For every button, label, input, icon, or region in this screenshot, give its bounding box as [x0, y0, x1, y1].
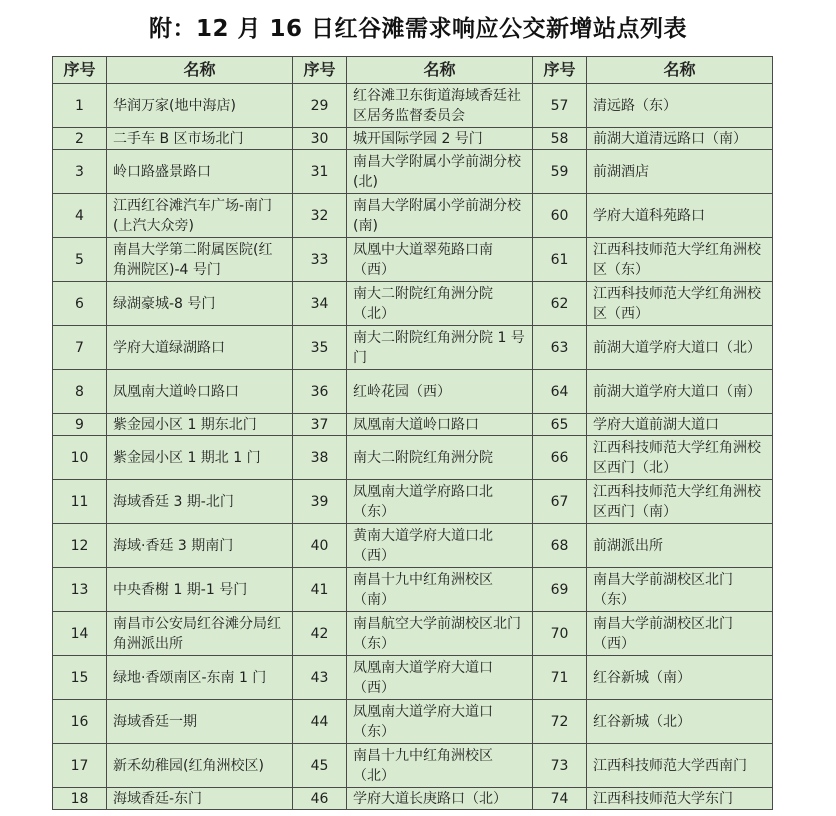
station-name: 岭口路盛景路口	[107, 150, 293, 194]
row-number: 33	[293, 238, 347, 282]
row-number: 5	[53, 238, 107, 282]
row-number: 58	[533, 128, 587, 150]
station-name: 学府大道长庚路口（北）	[347, 788, 533, 810]
row-number: 44	[293, 700, 347, 744]
station-name: 南大二附院红角洲分院（北）	[347, 282, 533, 326]
station-name: 中央香榭 1 期-1 号门	[107, 568, 293, 612]
station-name: 华润万家(地中海店)	[107, 84, 293, 128]
station-name: 红谷滩卫东街道海域香廷社区居务监督委员会	[347, 84, 533, 128]
station-name: 南昌大学第二附属医院(红角洲院区)-4 号门	[107, 238, 293, 282]
table-row	[53, 282, 773, 326]
row-number: 16	[53, 700, 107, 744]
page-title: 附：12 月 16 日红谷滩需求响应公交新增站点列表	[148, 15, 688, 42]
station-name: 海域香廷 3 期-北门	[107, 480, 293, 524]
row-number: 57	[533, 84, 587, 128]
row-number: 66	[533, 436, 587, 480]
station-name: 前湖大道学府大道口（南）	[587, 370, 773, 414]
header-row	[53, 57, 773, 84]
table-row	[53, 700, 773, 744]
station-name: 前湖酒店	[587, 150, 773, 194]
row-number: 61	[533, 238, 587, 282]
station-name: 江西科技师范大学红角洲校区西门（南）	[587, 480, 773, 524]
station-name: 前湖大道清远路口（南）	[587, 128, 773, 150]
station-name: 江西科技师范大学东门	[587, 788, 773, 810]
row-number: 70	[533, 612, 587, 656]
station-name: 凤凰南大道学府大道口（西）	[347, 656, 533, 700]
header-seq: 序号	[293, 57, 347, 84]
station-name: 前湖大道学府大道口（北）	[587, 326, 773, 370]
row-number: 39	[293, 480, 347, 524]
station-name: 二手车 B 区市场北门	[107, 128, 293, 150]
station-name: 清远路（东）	[587, 84, 773, 128]
station-name: 黄南大道学府大道口北（西）	[347, 524, 533, 568]
table-body	[53, 84, 773, 810]
row-number: 12	[53, 524, 107, 568]
row-number: 1	[53, 84, 107, 128]
station-name: 学府大道绿湖路口	[107, 326, 293, 370]
row-number: 8	[53, 370, 107, 414]
row-number: 64	[533, 370, 587, 414]
row-number: 63	[533, 326, 587, 370]
station-name: 红谷新城（北）	[587, 700, 773, 744]
station-name: 江西红谷滩汽车广场-南门(上汽大众旁)	[107, 194, 293, 238]
row-number: 11	[53, 480, 107, 524]
station-name: 凤凰南大道岭口路口	[107, 370, 293, 414]
station-name: 新禾幼稚园(红角洲校区)	[107, 744, 293, 788]
station-name: 江西科技师范大学西南门	[587, 744, 773, 788]
station-name: 南昌十九中红角洲校区（北）	[347, 744, 533, 788]
table-row	[53, 612, 773, 656]
row-number: 41	[293, 568, 347, 612]
table-row	[53, 524, 773, 568]
table-row	[53, 744, 773, 788]
table-row	[53, 150, 773, 194]
table-row	[53, 480, 773, 524]
row-number: 30	[293, 128, 347, 150]
header-seq: 序号	[533, 57, 587, 84]
row-number: 71	[533, 656, 587, 700]
table-row	[53, 788, 773, 810]
station-name: 城开国际学园 2 号门	[347, 128, 533, 150]
station-name: 海域·香廷 3 期南门	[107, 524, 293, 568]
row-number: 29	[293, 84, 347, 128]
station-name: 凤凰南大道岭口路口	[347, 414, 533, 436]
row-number: 42	[293, 612, 347, 656]
row-number: 40	[293, 524, 347, 568]
station-name: 凤凰南大道学府路口北（东）	[347, 480, 533, 524]
header-name: 名称	[347, 57, 533, 84]
row-number: 14	[53, 612, 107, 656]
header-name: 名称	[587, 57, 773, 84]
row-number: 46	[293, 788, 347, 810]
row-number: 60	[533, 194, 587, 238]
station-name: 红谷新城（南）	[587, 656, 773, 700]
row-number: 3	[53, 150, 107, 194]
station-name: 南昌市公安局红谷滩分局红角洲派出所	[107, 612, 293, 656]
row-number: 38	[293, 436, 347, 480]
table-row	[53, 568, 773, 612]
station-name: 南昌大学附属小学前湖分校(南)	[347, 194, 533, 238]
row-number: 36	[293, 370, 347, 414]
row-number: 32	[293, 194, 347, 238]
station-name: 绿地·香颂南区-东南 1 门	[107, 656, 293, 700]
station-name: 凤凰中大道翠苑路口南（西）	[347, 238, 533, 282]
table-row	[53, 414, 773, 436]
row-number: 15	[53, 656, 107, 700]
station-name: 海域香廷一期	[107, 700, 293, 744]
row-number: 68	[533, 524, 587, 568]
row-number: 73	[533, 744, 587, 788]
row-number: 65	[533, 414, 587, 436]
station-name: 海域香廷-东门	[107, 788, 293, 810]
row-number: 35	[293, 326, 347, 370]
station-name: 江西科技师范大学红角洲校区（西）	[587, 282, 773, 326]
row-number: 34	[293, 282, 347, 326]
station-name: 学府大道前湖大道口	[587, 414, 773, 436]
station-name: 绿湖豪城-8 号门	[107, 282, 293, 326]
row-number: 43	[293, 656, 347, 700]
station-name: 南大二附院红角洲分院 1 号门	[347, 326, 533, 370]
station-table	[52, 56, 773, 810]
table-row	[53, 238, 773, 282]
row-number: 13	[53, 568, 107, 612]
station-name: 南昌大学前湖校区北门（西）	[587, 612, 773, 656]
row-number: 6	[53, 282, 107, 326]
row-number: 10	[53, 436, 107, 480]
row-number: 69	[533, 568, 587, 612]
station-name: 紫金园小区 1 期北 1 门	[107, 436, 293, 480]
station-name: 学府大道科苑路口	[587, 194, 773, 238]
row-number: 37	[293, 414, 347, 436]
station-name: 紫金园小区 1 期东北门	[107, 414, 293, 436]
station-name: 南昌大学前湖校区北门（东）	[587, 568, 773, 612]
table-row	[53, 436, 773, 480]
table-row	[53, 84, 773, 128]
station-name: 南昌航空大学前湖校区北门（东）	[347, 612, 533, 656]
header-seq: 序号	[53, 57, 107, 84]
row-number: 31	[293, 150, 347, 194]
row-number: 74	[533, 788, 587, 810]
row-number: 9	[53, 414, 107, 436]
row-number: 18	[53, 788, 107, 810]
table-row	[53, 194, 773, 238]
row-number: 67	[533, 480, 587, 524]
station-name: 凤凰南大道学府大道口（东）	[347, 700, 533, 744]
row-number: 59	[533, 150, 587, 194]
table-row	[53, 370, 773, 414]
row-number: 45	[293, 744, 347, 788]
row-number: 4	[53, 194, 107, 238]
table-row	[53, 128, 773, 150]
station-name: 红岭花园（西）	[347, 370, 533, 414]
row-number: 72	[533, 700, 587, 744]
table-row	[53, 326, 773, 370]
row-number: 2	[53, 128, 107, 150]
station-name: 南昌十九中红角洲校区（南）	[347, 568, 533, 612]
row-number: 7	[53, 326, 107, 370]
table-row	[53, 656, 773, 700]
header-name: 名称	[107, 57, 293, 84]
station-name: 江西科技师范大学红角洲校区（东）	[587, 238, 773, 282]
station-name: 江西科技师范大学红角洲校区西门（北）	[587, 436, 773, 480]
row-number: 62	[533, 282, 587, 326]
station-name: 前湖派出所	[587, 524, 773, 568]
row-number: 17	[53, 744, 107, 788]
station-name: 南昌大学附属小学前湖分校(北)	[347, 150, 533, 194]
station-name: 南大二附院红角洲分院	[347, 436, 533, 480]
